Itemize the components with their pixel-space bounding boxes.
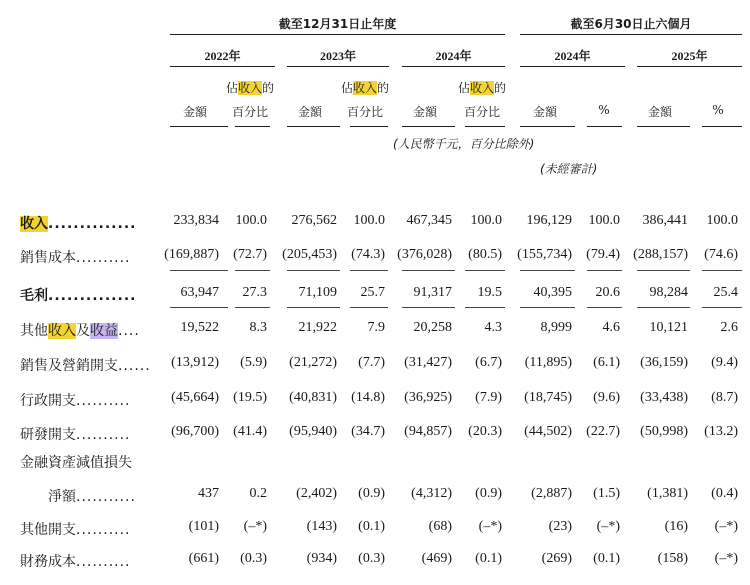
table-cell: (0.3)	[358, 551, 385, 566]
table-cell: 25.7	[360, 285, 385, 300]
table-cell: (16)	[664, 519, 688, 534]
table-cell: (–*)	[243, 519, 267, 534]
table-cell: (169,887)	[164, 247, 219, 262]
table-cell: 10,121	[649, 320, 688, 335]
table-cell: (2,402)	[296, 486, 337, 501]
row-label-text: 銷售成本	[20, 250, 76, 266]
row-label	[20, 355, 151, 375]
year-rule-2025-6m	[637, 66, 742, 67]
table-cell: (79.4)	[586, 247, 620, 262]
row-label	[20, 320, 140, 340]
year-rule-2024	[402, 66, 505, 67]
amount-col-header: 金額	[532, 105, 557, 119]
subheader-rule	[465, 126, 505, 127]
table-cell: 4.6	[602, 320, 620, 335]
subtotal-rule	[170, 270, 228, 271]
table-cell: 20.6	[595, 285, 620, 300]
table-cell: 27.3	[242, 285, 267, 300]
table-cell: (95,940)	[289, 424, 337, 439]
subheader-rule	[587, 126, 622, 127]
row-label	[20, 424, 131, 444]
row-label	[20, 551, 131, 571]
row-label	[20, 247, 131, 267]
pct-of-revenue-header-line2: 百分比	[346, 105, 383, 119]
table-cell: (0.4)	[711, 486, 738, 501]
pct-col-header: %	[598, 103, 610, 117]
table-cell: (661)	[188, 551, 219, 566]
table-cell: (74.6)	[704, 247, 738, 262]
pct-line1-pre: 佔	[225, 81, 238, 95]
table-cell: 91,317	[413, 285, 452, 300]
table-cell: (158)	[657, 551, 688, 566]
row-label-text: 淨額	[48, 489, 76, 505]
table-cell: (13,912)	[171, 355, 219, 370]
leader-dots: ...........	[76, 489, 136, 505]
subtotal-rule	[402, 270, 455, 271]
leader-dots: ..........	[76, 427, 131, 443]
row-label-text: 財務成本	[20, 554, 76, 570]
year-rule-2022	[170, 66, 275, 67]
table-cell: 100.0	[353, 213, 385, 228]
subtotal-rule	[587, 307, 622, 308]
pct-line1-highlight: 收入	[469, 81, 494, 95]
pct-col-header: %	[712, 103, 724, 117]
unit-note: (人民幣千元，百分比除外)	[393, 137, 535, 151]
leader-dots: ..........	[76, 522, 131, 538]
table-cell: (5.9)	[240, 355, 267, 370]
table-cell: (0.1)	[475, 551, 502, 566]
table-cell: (1,381)	[647, 486, 688, 501]
table-cell: (0.1)	[593, 551, 620, 566]
row-label-text: 其他	[20, 323, 48, 339]
period-header-6m: 截至6月30日止六個月	[570, 17, 692, 31]
table-cell: 98,284	[649, 285, 688, 300]
table-cell: (0.1)	[358, 519, 385, 534]
table-cell: (2,887)	[531, 486, 572, 501]
table-cell: (74.3)	[351, 247, 385, 262]
subtotal-rule	[520, 270, 575, 271]
year-header-2024-6m: 2024年	[554, 49, 591, 63]
subtotal-rule	[587, 270, 622, 271]
table-cell: (44,502)	[524, 424, 572, 439]
table-cell: 100.0	[588, 213, 620, 228]
table-cell: 276,562	[291, 213, 337, 228]
leader-dots: ....	[118, 323, 140, 339]
pct-of-revenue-header-line2: 百分比	[463, 105, 500, 119]
table-cell: (934)	[306, 551, 337, 566]
table-cell: (–*)	[714, 519, 738, 534]
subtotal-rule	[235, 307, 270, 308]
table-cell: 4.3	[484, 320, 502, 335]
table-cell: (–*)	[596, 519, 620, 534]
table-cell: 100.0	[470, 213, 502, 228]
subtotal-rule	[287, 270, 340, 271]
table-cell: (33,438)	[640, 390, 688, 405]
subtotal-rule	[287, 307, 340, 308]
pct-line1-post: 的	[262, 81, 275, 95]
row-label	[20, 390, 131, 410]
table-cell: (269)	[541, 551, 572, 566]
row-label-text: 金融資產減值損失	[20, 455, 132, 471]
table-cell: 467,345	[406, 213, 452, 228]
leader-dots: ..........	[76, 393, 131, 409]
subtotal-rule	[520, 307, 575, 308]
amount-col-header: 金額	[412, 105, 437, 119]
pct-of-revenue-header-line1	[457, 79, 507, 96]
table-cell: (41.4)	[233, 424, 267, 439]
table-cell: (–*)	[478, 519, 502, 534]
subheader-rule	[520, 126, 575, 127]
table-cell: (0.9)	[475, 486, 502, 501]
table-cell: (19.5)	[233, 390, 267, 405]
subtotal-rule	[637, 307, 690, 308]
pct-of-revenue-header-line2: 百分比	[231, 105, 268, 119]
pct-line1-highlight: 收入	[237, 81, 262, 95]
table-cell: (469)	[421, 551, 452, 566]
table-cell: (155,734)	[517, 247, 572, 262]
subheader-rule	[702, 126, 742, 127]
table-cell: (23)	[548, 519, 572, 534]
table-cell: (11,895)	[524, 355, 572, 370]
row-label-text: 及	[76, 323, 90, 339]
pct-of-revenue-header-line1	[225, 79, 275, 96]
year-header-2024: 2024年	[435, 49, 472, 63]
amount-col-header: 金額	[647, 105, 672, 119]
table-cell: (–*)	[714, 551, 738, 566]
table-cell: (0.9)	[358, 486, 385, 501]
pct-line1-highlight: 收入	[352, 81, 377, 95]
table-cell: 40,395	[533, 285, 572, 300]
subheader-rule	[402, 126, 455, 127]
year-header-2025-6m: 2025年	[671, 49, 708, 63]
table-cell: 8.3	[249, 320, 267, 335]
table-cell: (22.7)	[586, 424, 620, 439]
table-cell: (7.7)	[358, 355, 385, 370]
table-cell: (205,453)	[282, 247, 337, 262]
table-cell: 8,999	[540, 320, 572, 335]
year-header-2023: 2023年	[319, 49, 356, 63]
table-cell: (50,998)	[640, 424, 688, 439]
table-cell: (68)	[428, 519, 452, 534]
row-label-text: 收入	[20, 216, 48, 232]
leader-dots: ..........	[76, 554, 131, 570]
leader-dots: ..........	[76, 250, 131, 266]
subheader-rule	[350, 126, 388, 127]
table-cell: (36,925)	[404, 390, 452, 405]
subtotal-rule	[465, 270, 505, 271]
subtotal-rule	[702, 270, 742, 271]
table-cell: (8.7)	[711, 390, 738, 405]
table-cell: 0.2	[249, 486, 267, 501]
row-label	[20, 213, 136, 233]
table-cell: 7.9	[367, 320, 385, 335]
table-cell: 63,947	[180, 285, 219, 300]
table-cell: 2.6	[720, 320, 738, 335]
table-cell: (36,159)	[640, 355, 688, 370]
row-label-text: 行政開支	[20, 393, 76, 409]
table-cell: (96,700)	[171, 424, 219, 439]
table-cell: (6.7)	[475, 355, 502, 370]
row-label-highlight: 收益	[90, 323, 118, 339]
table-cell: (31,427)	[404, 355, 452, 370]
pct-line1-post: 的	[494, 81, 507, 95]
table-cell: 19.5	[477, 285, 502, 300]
table-cell: 233,834	[173, 213, 219, 228]
amount-col-header: 金額	[297, 105, 322, 119]
table-cell: (0.3)	[240, 551, 267, 566]
row-label-text: 毛利	[20, 288, 48, 304]
table-cell: (72.7)	[233, 247, 267, 262]
table-cell: (94,857)	[404, 424, 452, 439]
table-cell: (7.9)	[475, 390, 502, 405]
table-cell: (14.8)	[351, 390, 385, 405]
table-cell: 386,441	[642, 213, 688, 228]
year-rule-2024-6m	[520, 66, 625, 67]
subtotal-rule	[637, 270, 690, 271]
subtotal-rule	[402, 307, 455, 308]
subtotal-rule	[235, 270, 270, 271]
row-label-text: 銷售及營銷開支	[20, 358, 118, 374]
unaudited-note: (未經審計)	[540, 162, 598, 176]
row-label	[20, 285, 136, 305]
subtotal-rule	[465, 307, 505, 308]
year-rule-2023	[287, 66, 389, 67]
leader-dots: ..............	[48, 216, 137, 232]
table-cell: 71,109	[298, 285, 337, 300]
table-cell: (34.7)	[351, 424, 385, 439]
table-cell: 100.0	[706, 213, 738, 228]
table-cell: 19,522	[180, 320, 219, 335]
pct-line1-pre: 佔	[457, 81, 470, 95]
table-cell: 196,129	[526, 213, 572, 228]
table-cell: (376,028)	[397, 247, 452, 262]
row-label-text: 其他開支	[20, 522, 76, 538]
year-header-2022: 2022年	[204, 49, 241, 63]
table-cell: 25.4	[713, 285, 738, 300]
table-cell: (13.2)	[704, 424, 738, 439]
table-cell: (40,831)	[289, 390, 337, 405]
table-cell: (288,157)	[633, 247, 688, 262]
table-cell: (80.5)	[468, 247, 502, 262]
table-cell: (6.1)	[593, 355, 620, 370]
pct-line1-pre: 佔	[340, 81, 353, 95]
table-cell: 437	[198, 486, 219, 501]
row-label-text: 研發開支	[20, 427, 76, 443]
table-cell: (9.6)	[593, 390, 620, 405]
table-cell: (101)	[188, 519, 219, 534]
subheader-rule	[170, 126, 228, 127]
table-cell: (20.3)	[468, 424, 502, 439]
pct-of-revenue-header-line1	[340, 79, 390, 96]
table-cell: (4,312)	[411, 486, 452, 501]
row-label	[48, 486, 136, 506]
table-cell: (9.4)	[711, 355, 738, 370]
table-cell: (45,664)	[171, 390, 219, 405]
table-cell: (143)	[306, 519, 337, 534]
table-cell: 20,258	[413, 320, 452, 335]
row-label	[20, 452, 132, 472]
subtotal-rule	[350, 270, 388, 271]
subheader-rule	[287, 126, 340, 127]
leader-dots: ..............	[48, 288, 137, 304]
amount-col-header: 金額	[182, 105, 207, 119]
table-cell: (21,272)	[289, 355, 337, 370]
subheader-rule	[637, 126, 690, 127]
period-rule-fy	[170, 34, 505, 35]
pct-line1-post: 的	[377, 81, 390, 95]
table-cell: (1.5)	[593, 486, 620, 501]
row-label	[20, 519, 131, 539]
subtotal-rule	[702, 307, 742, 308]
table-cell: (18,745)	[524, 390, 572, 405]
subheader-rule	[235, 126, 270, 127]
row-label-highlight: 收入	[48, 323, 76, 339]
table-cell: 100.0	[235, 213, 267, 228]
period-rule-6m	[520, 34, 742, 35]
table-cell: 21,922	[298, 320, 337, 335]
leader-dots: ......	[118, 358, 151, 374]
subtotal-rule	[350, 307, 388, 308]
period-header-fy: 截至12月31日止年度	[278, 17, 397, 31]
subtotal-rule	[170, 307, 228, 308]
